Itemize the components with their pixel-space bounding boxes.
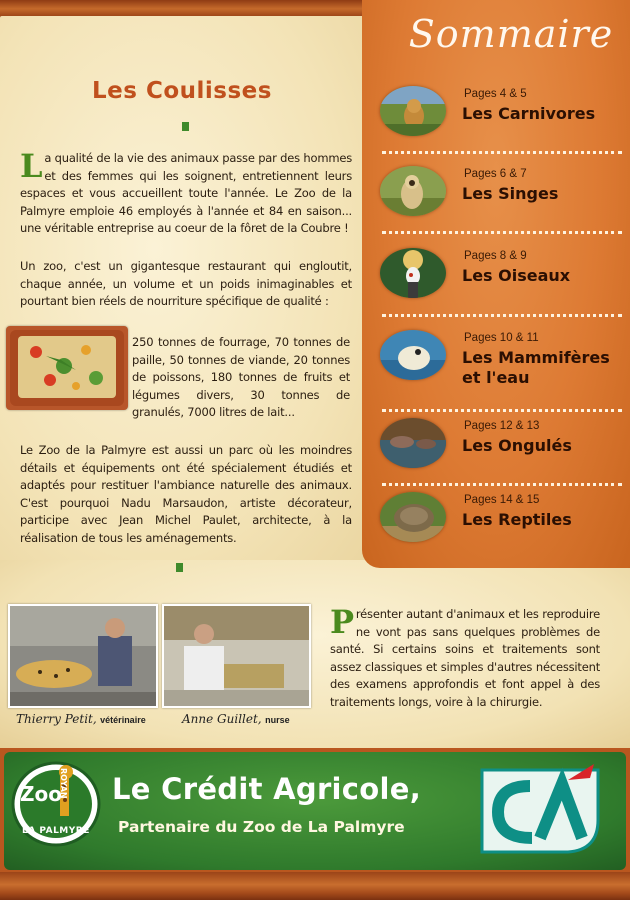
toc-title: [462, 348, 610, 388]
toc-title: Les Ongulés: [462, 436, 572, 455]
toc-pages: Pages 8 & 9: [464, 250, 527, 262]
dotted-divider: [382, 231, 622, 234]
toc-title-line2: et l'eau: [462, 368, 530, 387]
toc-item-oiseaux[interactable]: [380, 248, 625, 314]
caption-name: Thierry Petit,: [16, 712, 97, 726]
toc-pages: Pages 10 & 11: [464, 332, 539, 344]
sommaire-title: Sommaire: [408, 12, 614, 56]
monkey-photo-icon: [380, 166, 446, 216]
toc-pages: Pages 4 & 5: [464, 88, 527, 100]
toc-item-singes[interactable]: [380, 166, 625, 232]
paragraph-food-list: 250 tonnes de fourrage, 70 tonnes de paille, 50 tonnes de viande, 20 tonnes de poissons, 180 tonnes de fruits et légumes divers, 30 tonnes de granulés, 7000 litres de lait...: [132, 335, 350, 420]
green-bullet: [182, 122, 189, 131]
nurse-photo: [162, 604, 311, 708]
paragraph-text: a qualité de la vie des animaux passe par des hommes et des femmes qui les soignent, entretiennent leurs espaces et vous accueillent toute l'année. Le Zoo de la Palmyre emploie 46 employés à l'année et 84 en saison... une véritable entreprise au coeur de la fôret de la Coubre !: [20, 151, 352, 236]
green-bullet: [176, 563, 183, 572]
dotted-divider: [382, 314, 622, 317]
food-tray-photo: [6, 326, 128, 410]
toc-item-mammiferes[interactable]: [380, 330, 625, 396]
section-title: Les Coulisses: [92, 78, 272, 104]
dotted-divider: [382, 483, 622, 486]
banner-title: Le Crédit Agricole,: [112, 772, 422, 806]
caption-name: Anne Guillet,: [182, 712, 262, 726]
toc-title: Les Oiseaux: [462, 266, 571, 285]
toc-title: Les Carnivores: [462, 104, 596, 123]
caption-role: nurse: [265, 715, 290, 725]
logo-palmyre-text: LA PALMYRE: [22, 826, 90, 836]
toc-pages: Pages 14 & 15: [464, 494, 540, 506]
toc-pages: Pages 12 & 13: [464, 420, 540, 432]
tortoise-photo-icon: [380, 492, 446, 542]
toc-pages: Pages 6 & 7: [464, 168, 527, 180]
toc-item-ongules[interactable]: [380, 418, 625, 484]
paragraph-amenagements: Le Zoo de la Palmyre est aussi un parc où les moindres détails et équipements ont été spécialement étudiés et adaptés pour restituer l'ambiance naturelle des animaux. C'est pourquoi Nadu Marsaudon, artiste décorateur, participe avec Jean Michel Paulet, architecte, à la réalisation de tous les aménagements.: [20, 443, 352, 545]
toc-title-line1: Les Mammifères: [462, 348, 610, 367]
dotted-divider: [382, 409, 622, 412]
banner-subtitle: Partenaire du Zoo de La Palmyre: [118, 818, 405, 836]
zoo-logo: [10, 760, 102, 848]
lion-photo-icon: [380, 86, 446, 136]
caption-nurse: [182, 712, 290, 726]
polar-bear-photo-icon: [380, 330, 446, 380]
toc-item-carnivores[interactable]: [380, 86, 625, 152]
veterinarian-photo: [8, 604, 158, 708]
credit-agricole-logo: [470, 760, 610, 860]
dropcap: L: [20, 147, 43, 185]
paragraph-restaurant: Un zoo, c'est un gigantesque restaurant qui engloutit, chaque année, un volume et un poids inimaginables et pourtant bien réels de nourriture spécifique de qualité :: [20, 259, 352, 309]
caption-veterinaire: [16, 712, 146, 726]
toc-title: Les Singes: [462, 184, 559, 203]
paragraph-text: résenter autant d'animaux et les reproduire ne vont pas sans quelques problèmes de santé. Si certains soins et traitements sont assez classiques et simples d'autres nécessitent des examens approfondis et font appel à des traitements longs, voire à la chirurgie.: [330, 607, 600, 709]
paragraph-soins: [330, 603, 600, 712]
dropcap: P: [330, 603, 354, 641]
paragraph-intro: [20, 147, 352, 238]
toc-title: Les Reptiles: [462, 510, 572, 529]
wood-border-bottom: [0, 872, 630, 900]
toc-item-reptiles[interactable]: [380, 492, 625, 558]
caption-role: vétérinaire: [100, 715, 146, 725]
hippo-photo-icon: [380, 418, 446, 468]
logo-zoo-text: Zoo: [20, 782, 62, 806]
dotted-divider: [382, 151, 622, 154]
crowned-crane-photo-icon: [380, 248, 446, 298]
logo-royan-text: ROYAN: [59, 768, 68, 799]
